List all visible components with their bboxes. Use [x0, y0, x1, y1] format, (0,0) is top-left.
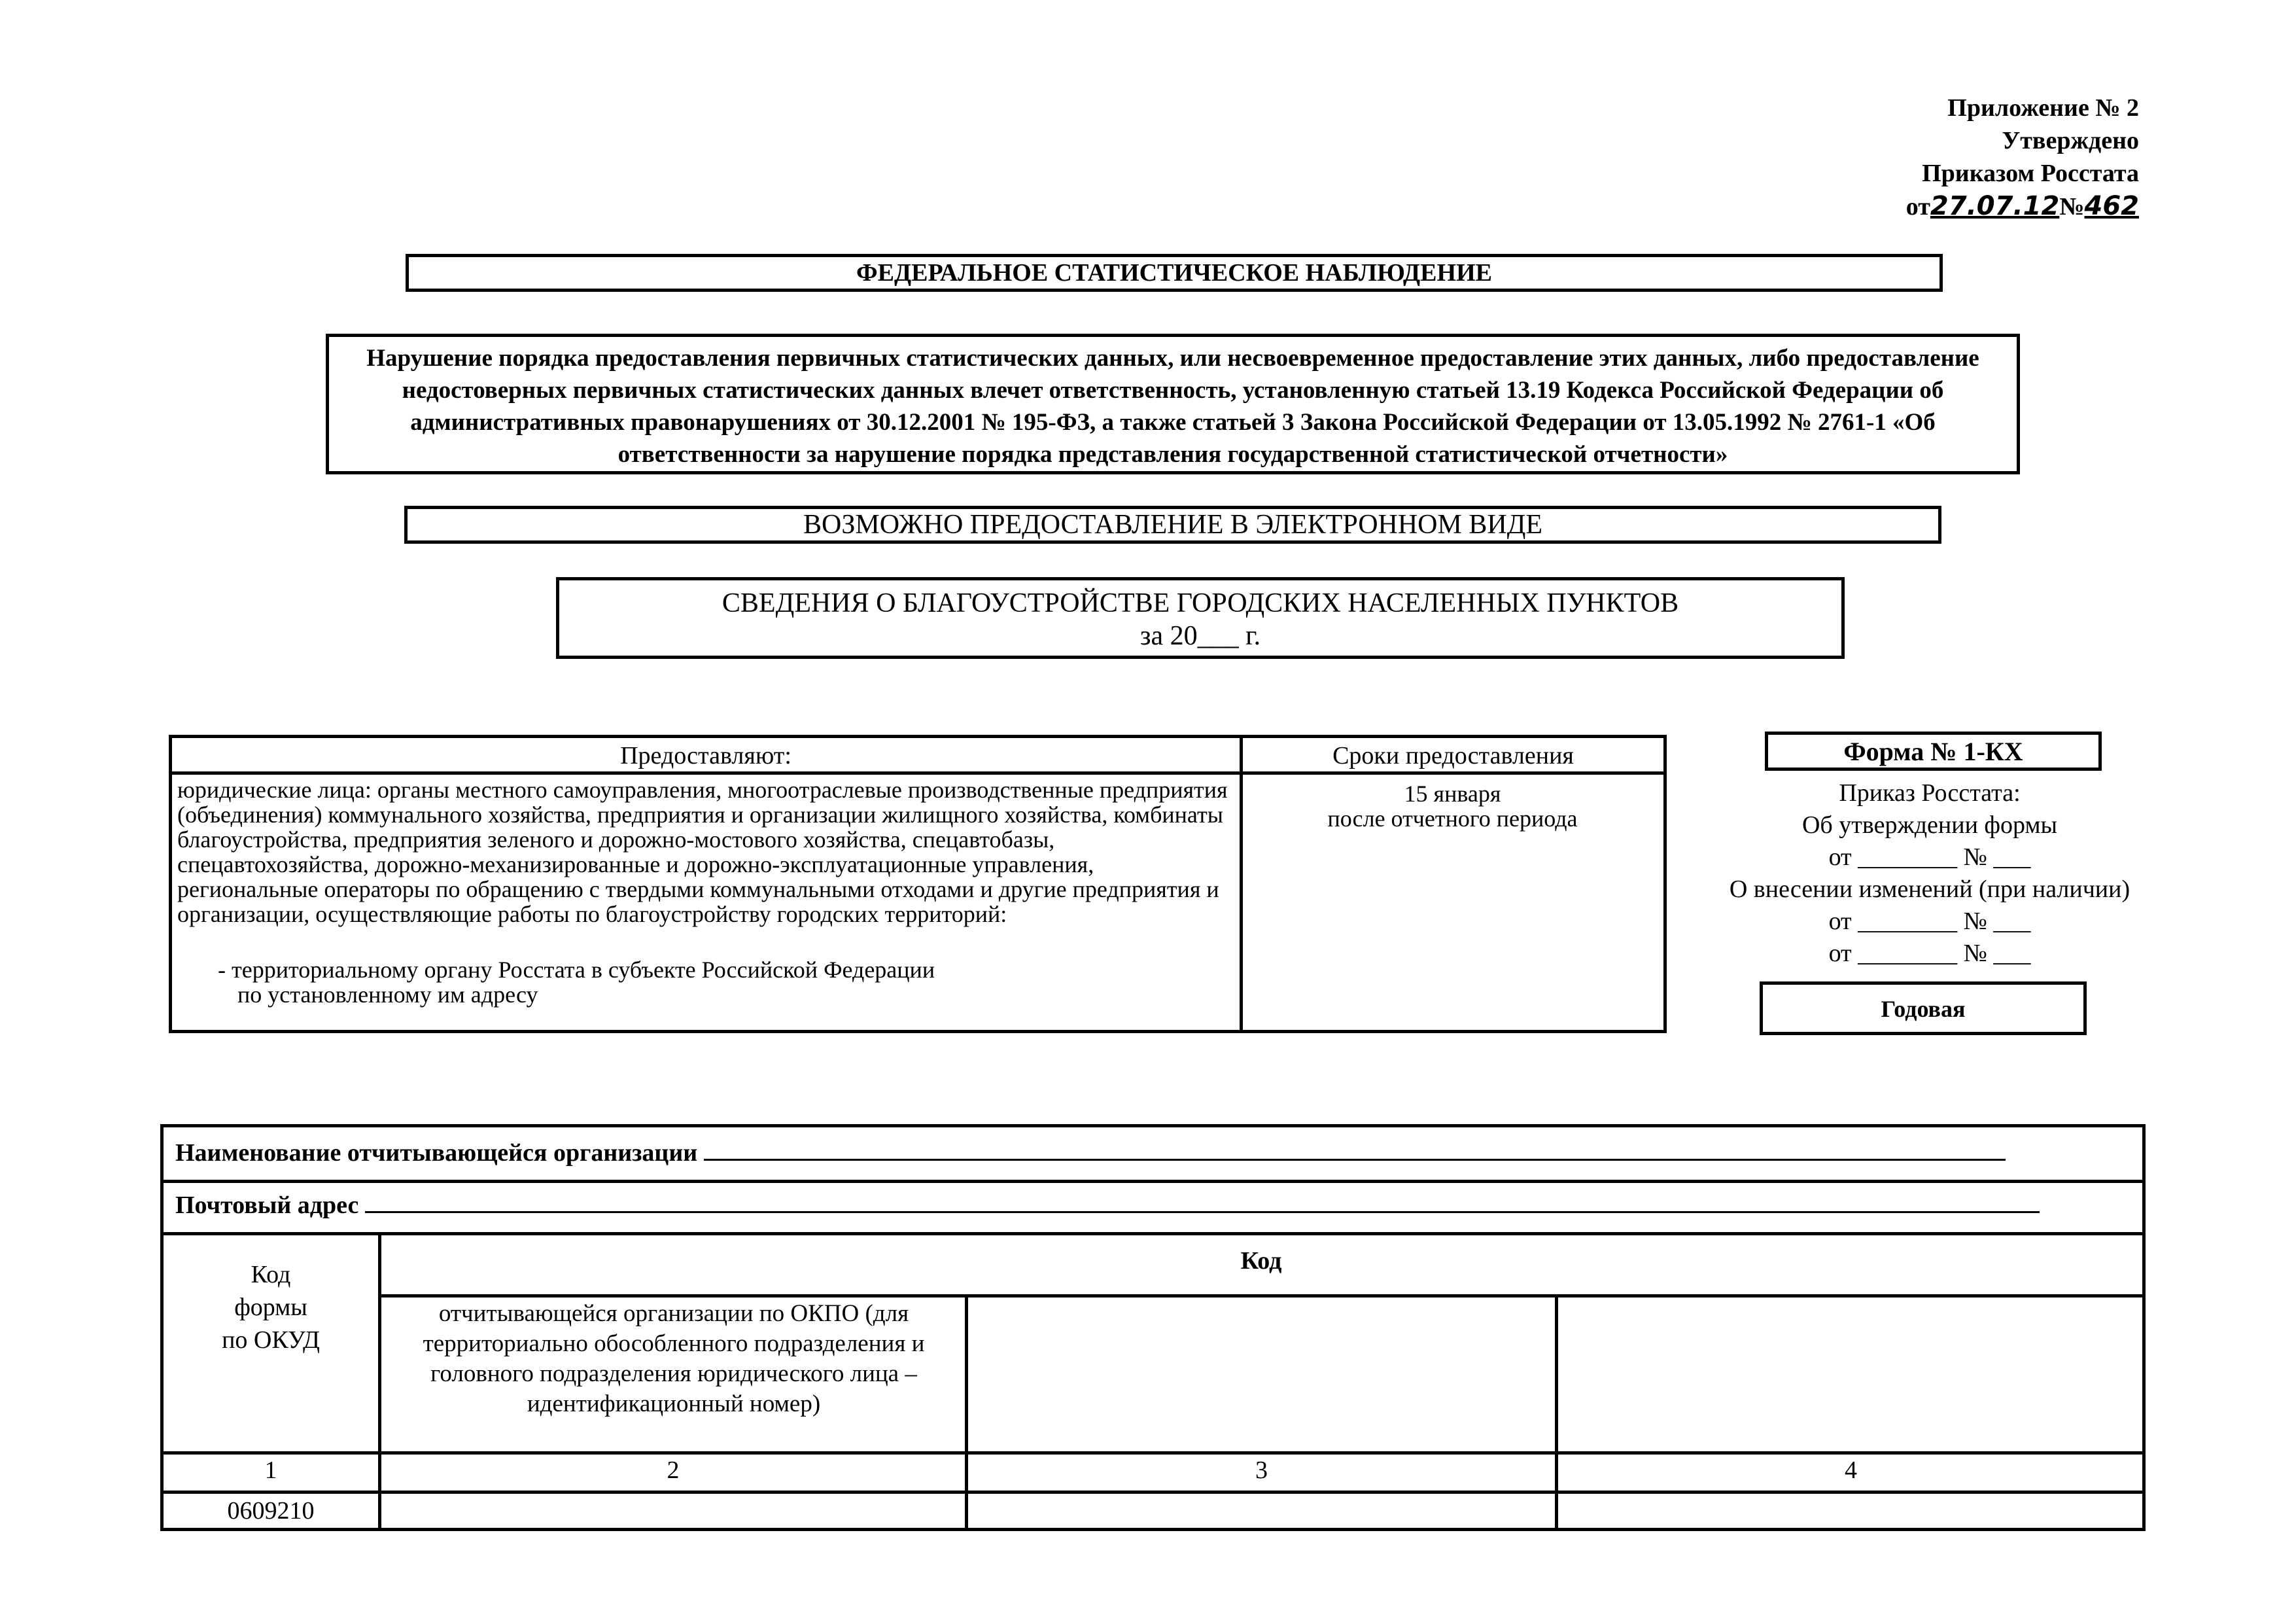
row-divider: [164, 1232, 2142, 1235]
submitters-list: юридические лица: органы местного самоуправления, многоотраслевые производственные предприятия (объединения) коммунального хозяйства, предприятия и организации жилищного хозяйства, комбинаты благоустройства, предприятия зеленого и дорожно-мостового хозяйства, спецавтобазы, спецавтохозяйства, дорожно-механизированные и дорожно-эксплуатационные управления, региональные операторы по обращению с твердыми коммунальными отходами и другие предприятия и организации, осуществляющие работы по благоустройству городских территорий:: [177, 777, 1228, 927]
report-period: за 20___ г.: [1139, 621, 1261, 651]
deadline-date: 15 января: [1404, 781, 1501, 807]
rosstat-order-block: [1701, 777, 2159, 970]
order-date-line: [1681, 190, 2139, 223]
approved-label: Утверждено: [2002, 127, 2139, 154]
code-col3-input[interactable]: [968, 1494, 1555, 1528]
org-name-field[interactable]: [704, 1137, 2006, 1161]
order-label: Приказом Росстата: [1922, 160, 2139, 187]
approval-label: Об утверждении формы: [1801, 811, 2058, 839]
organization-table: [160, 1124, 2146, 1531]
submitters-header: Предоставляют:: [172, 738, 1240, 775]
changes-line-2[interactable]: от ________ № ___: [1828, 940, 2031, 967]
column-divider: [1240, 738, 1243, 1030]
from-prefix: от: [1905, 193, 1930, 221]
order-title: Приказ Росстата:: [1839, 779, 2021, 807]
liability-warning: Нарушение порядка предоставления первичных статистических данных, или несвоевременное предоставление этих данных, либо предоставление недостоверных первичных статистических данных влечет ответственность, установленную статьей 13.19 Кодекса Российской Федерации об административных правонарушениях от 30.12.2001 № 195-ФЗ, а также статьей 3 Закона Российской Федерации от 13.05.1992 № 2761-1 «Об ответственности за нарушение порядка представления государственной статистической отчетности»: [326, 334, 2020, 474]
destination-line: - территориальному органу Росстата в субъекте Российской Федерации: [218, 957, 935, 983]
report-title-box: [556, 577, 1845, 659]
okpo-header: отчитывающейся организации по ОКПО (для территориально обособленного подразделения и головного подразделения юридического лица – идентификационный номер): [423, 1300, 925, 1417]
org-name-row: [175, 1137, 2131, 1169]
row-divider: [164, 1180, 2142, 1183]
org-name-label: Наименование отчитывающейся организации: [175, 1139, 698, 1167]
postal-address-label: Почтовый адрес: [175, 1192, 359, 1219]
order-date: 27.07.12: [1930, 191, 2060, 221]
deadline-header: Сроки предоставления: [1240, 738, 1663, 775]
approval-date-line[interactable]: от ________ № ___: [1828, 843, 2031, 871]
okud-header: Код формы по ОКУД: [222, 1261, 320, 1354]
changes-label: О внесении изменений (при наличии): [1729, 875, 2131, 903]
destination-address: по установленному им адресу: [237, 981, 538, 1008]
submission-destination: [218, 957, 1199, 1007]
federal-observation-banner: ФЕДЕРАЛЬНОЕ СТАТИСТИЧЕСКОЕ НАБЛЮДЕНИЕ: [406, 254, 1943, 292]
col-number-3: 3: [1255, 1456, 1268, 1484]
okud-code-value: 0609210: [227, 1497, 315, 1525]
appendix-number: Приложение № 2: [1947, 94, 2139, 122]
electronic-submission-banner: ВОЗМОЖНО ПРЕДОСТАВЛЕНИЕ В ЭЛЕКТРОННОМ ВИДЕ: [404, 506, 1941, 544]
postal-address-field[interactable]: [365, 1189, 2040, 1213]
no-prefix: №: [2059, 193, 2085, 221]
col-number-2: 2: [667, 1456, 680, 1484]
order-number: 462: [2084, 191, 2139, 221]
form-number: Форма № 1-КХ: [1765, 732, 2102, 771]
periodicity-box: Годовая: [1760, 981, 2087, 1035]
code-col4-input[interactable]: [1558, 1494, 2144, 1528]
submitters-table: [169, 735, 1667, 1033]
approval-block: [1681, 92, 2139, 223]
code-header: Код: [1240, 1247, 1282, 1275]
row-divider: [378, 1294, 2142, 1297]
changes-line-1[interactable]: от ________ № ___: [1828, 908, 2031, 935]
postal-address-row: [175, 1189, 2131, 1221]
okpo-input[interactable]: [381, 1494, 965, 1528]
report-title: СВЕДЕНИЯ О БЛАГОУСТРОЙСТВЕ ГОРОДСКИХ НАСЕЛЕННЫХ ПУНКТОВ: [722, 588, 1679, 618]
col-number-1: 1: [264, 1456, 277, 1484]
deadline-value: [1245, 781, 1660, 831]
col-number-4: 4: [1845, 1456, 1857, 1484]
deadline-note: после отчетного периода: [1327, 805, 1578, 832]
